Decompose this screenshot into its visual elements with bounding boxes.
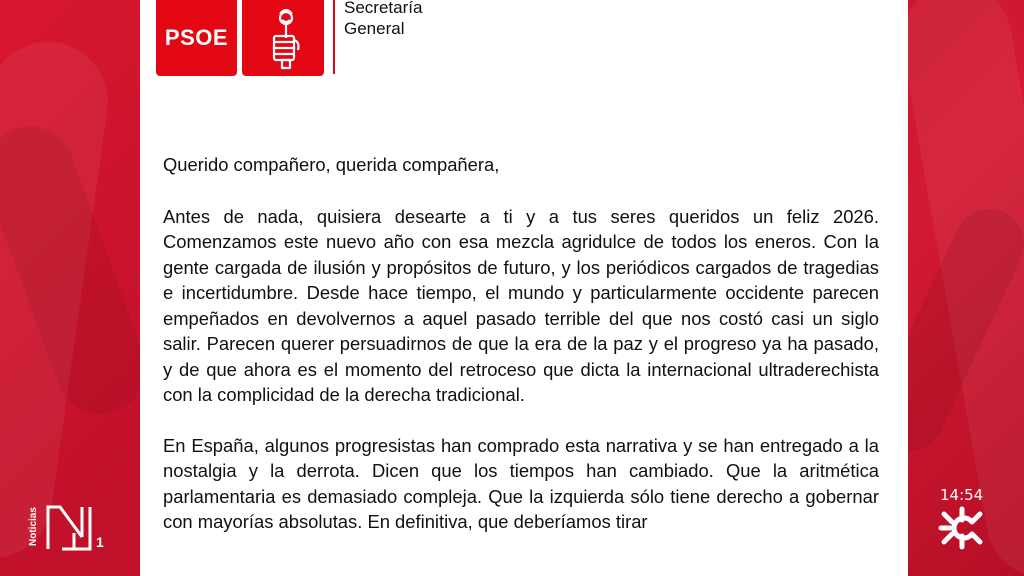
n1-channel-logo [44,503,112,553]
svg-text:1: 1 [96,534,104,550]
fist-rose-logo [242,0,324,76]
header-divider [333,0,335,74]
letter-paragraph-2: En España, algunos progresistas han comprado esta narrativa y se han entregado a la nostalgia y la derrota. Dicen que los tiempos han cambiado. Que la aritmética parlamentaria es demasiado compleja. Que la izquierda sólo tiene derecho a gobernar con mayorías absolutas. En definitiva, que deberíamos tirar [163,434,879,532]
canal-sur-logo-icon [938,506,986,550]
channel-label: Noticias [28,507,39,547]
fist-rose-icon [242,0,324,76]
department-label: Secretaría General [344,0,423,38]
letter-paragraph-1: Antes de nada, quisiera desearte a ti y a tus seres queridos un feliz 2026. Comenzamos este nuevo año con esa mezcla agridulce de todos los eneros. Con la gente cargada de ilusión y propósitos de futuro, y los periódicos cargados de tragedias e incertidumbre. Desde hace tiempo, el mundo y particularmente occidente parecen empeñados en devolvernos a aquel pasado terrible del que nos costó casi un siglo salir. Parecen querer persuadirnos de que la era de la paz y el progreso ya ha pasado, y de que ahora es el momento del retroceso que dicta la internacional ultraderechista con la complicidad de la derecha tradicional. [163,205,879,405]
psoe-logo [156,0,237,76]
broadcast-clock: 14:54 [940,486,984,504]
psoe-logo-text: PSOE [164,25,229,50]
letter-document [140,0,908,576]
letter-greeting: Querido compañero, querida compañera, [163,154,500,175]
letter-body [163,152,879,560]
